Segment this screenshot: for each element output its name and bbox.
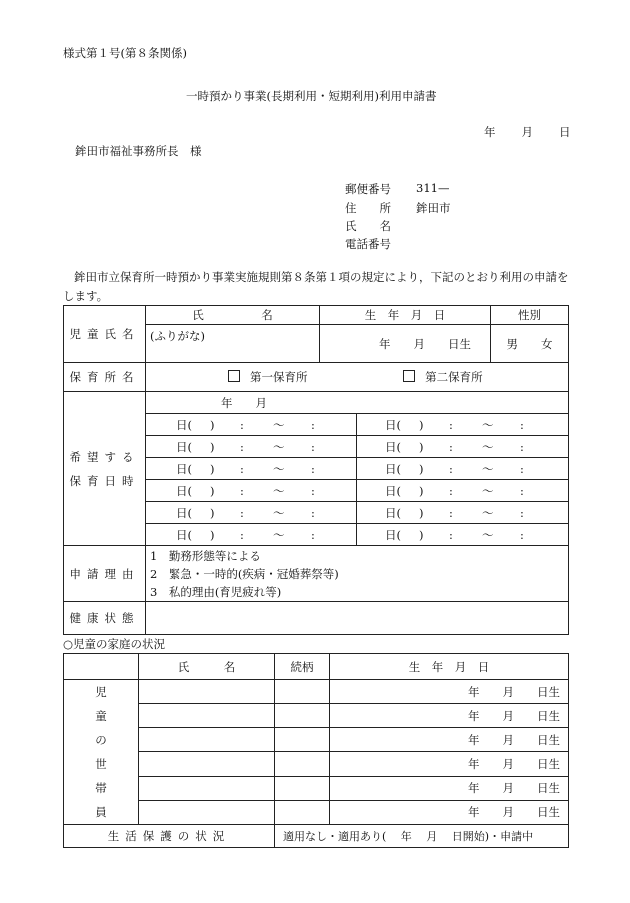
family-birth-cell[interactable]: 年 月 日生	[330, 728, 569, 752]
schedule-slot[interactable]: 日( ) : 〜 :	[146, 524, 357, 546]
welfare-label: 生活保護の状況	[64, 825, 275, 848]
reason-label: 申請理由	[64, 546, 146, 602]
child-name-label: 児童氏名	[64, 306, 146, 363]
form-number: 様式第１号(第８条関係)	[63, 46, 187, 60]
reason-options	[146, 546, 569, 602]
family-birth-cell[interactable]: 年 月 日生	[330, 680, 569, 704]
family-name-cell[interactable]	[139, 752, 275, 776]
postal-value: 311—	[416, 181, 450, 195]
date-month: 月	[521, 125, 533, 139]
nursery-options	[146, 363, 569, 392]
family-relation-cell[interactable]	[275, 704, 330, 728]
schedule-slot[interactable]: 日( ) : 〜 :	[357, 502, 569, 524]
family-name-cell[interactable]	[139, 800, 275, 824]
family-name-cell[interactable]	[139, 776, 275, 800]
family-birth-cell[interactable]: 年 月 日生	[330, 704, 569, 728]
schedule-slot[interactable]: 日( ) : 〜 :	[146, 414, 357, 436]
family-relation-cell[interactable]	[275, 800, 330, 824]
reason-option[interactable]: 1 勤務形態等による	[150, 548, 261, 563]
schedule-slot[interactable]: 日( ) : 〜 :	[146, 458, 357, 480]
schedule-slot[interactable]: 日( ) : 〜 :	[357, 436, 569, 458]
intro-text: 鉾田市立保育所一時預かり事業実施規則第８条第１項の規定により，下記のとおり利用の申請をします。	[63, 270, 569, 303]
date-line	[484, 124, 571, 140]
family-table	[63, 653, 569, 848]
form-title: 一時預かり事業(長期利用・短期利用)利用申請書	[186, 89, 437, 103]
nursery-option-1[interactable]: 第一保育所	[228, 369, 308, 385]
nursery-option-2[interactable]: 第二保育所	[403, 369, 483, 385]
family-birth-cell[interactable]: 年 月 日生	[330, 800, 569, 824]
date-year: 年	[484, 125, 496, 139]
schedule-slot[interactable]: 日( ) : 〜 :	[146, 436, 357, 458]
schedule-slot[interactable]: 日( ) : 〜 :	[357, 524, 569, 546]
schedule-label: 希望する 保育日時	[64, 392, 146, 546]
family-name-cell[interactable]	[139, 680, 275, 704]
date-day: 日	[559, 125, 571, 139]
family-birth-cell[interactable]: 年 月 日生	[330, 752, 569, 776]
family-section-title: ○児童の家庭の状況	[63, 637, 166, 651]
family-relation-cell[interactable]	[275, 680, 330, 704]
address-value: 鉾田市	[416, 201, 451, 215]
family-relation-header: 続柄	[275, 654, 330, 680]
name-label: 氏 名	[345, 219, 391, 233]
checkbox-icon[interactable]	[228, 370, 240, 382]
family-birth-cell[interactable]: 年 月 日生	[330, 776, 569, 800]
postal-label: 郵便番号	[345, 182, 391, 196]
health-label: 健康状態	[64, 602, 146, 635]
family-relation-cell[interactable]	[275, 776, 330, 800]
child-birth-field[interactable]: 年 月 日生	[320, 325, 491, 363]
nursery-label: 保育所名	[64, 363, 146, 392]
family-relation-cell[interactable]	[275, 728, 330, 752]
schedule-slot[interactable]: 日( ) : 〜 :	[357, 458, 569, 480]
schedule-slot[interactable]: 日( ) : 〜 :	[146, 502, 357, 524]
health-field[interactable]	[146, 602, 569, 635]
child-name-field[interactable]	[146, 325, 320, 363]
family-blank-header	[64, 654, 139, 680]
furigana-label: (ふりがな)	[150, 329, 205, 343]
household-label: 児 童 の 世 帯 員	[64, 680, 139, 825]
reason-option[interactable]: 3 私的理由(育児疲れ等)	[150, 584, 282, 599]
schedule-slot[interactable]: 日( ) : 〜 :	[146, 480, 357, 502]
schedule-slot[interactable]: 日( ) : 〜 :	[357, 414, 569, 436]
phone-label: 電話番号	[345, 237, 391, 251]
checkbox-icon[interactable]	[403, 370, 415, 382]
child-sex-field[interactable]: 男 女	[491, 325, 569, 363]
reason-option[interactable]: 2 緊急・一時的(疾病・冠婚葬祭等)	[150, 566, 339, 581]
family-name-header: 氏 名	[139, 654, 275, 680]
family-name-cell[interactable]	[139, 704, 275, 728]
application-table	[63, 305, 569, 635]
address-label: 住 所	[345, 201, 391, 215]
family-relation-cell[interactable]	[275, 752, 330, 776]
child-sex-header: 性別	[491, 306, 569, 325]
welfare-value[interactable]: 適用なし・適用あり( 年 月 日開始)・申請中	[275, 825, 569, 848]
schedule-month-header[interactable]: 年 月	[146, 392, 569, 414]
addressee: 鉾田市福祉事務所長 様	[75, 144, 202, 158]
schedule-slot[interactable]: 日( ) : 〜 :	[357, 480, 569, 502]
family-birth-header: 生 年 月 日	[330, 654, 569, 680]
child-birth-header: 生 年 月 日	[320, 306, 491, 325]
child-name-header: 氏 名	[146, 306, 320, 325]
family-name-cell[interactable]	[139, 728, 275, 752]
